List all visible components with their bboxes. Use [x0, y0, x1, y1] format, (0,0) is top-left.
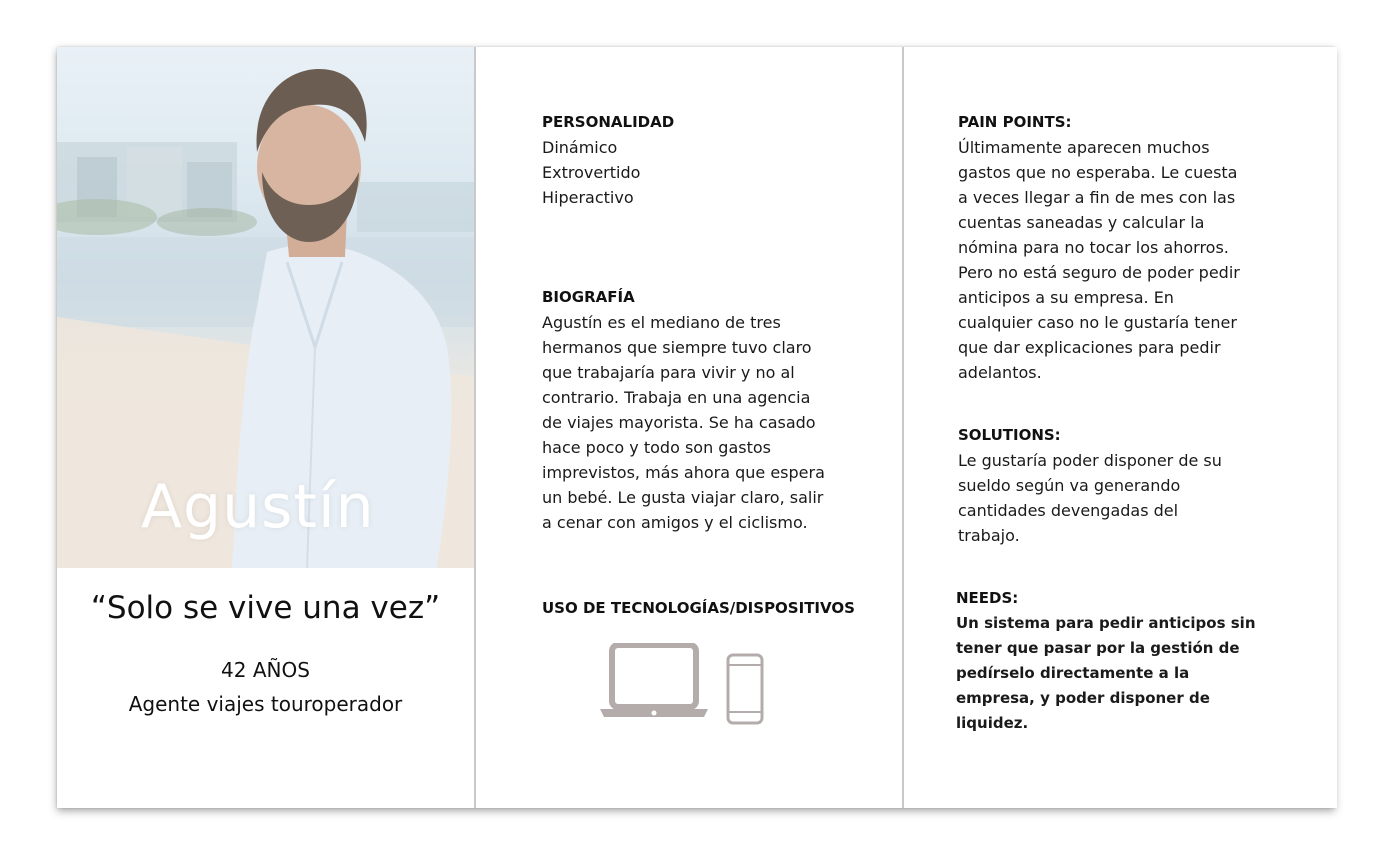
persona-age: 42 AÑOS — [221, 658, 310, 682]
biography-heading: BIOGRAFÍA — [542, 288, 635, 306]
personality-trait: Hiperactivo — [542, 188, 634, 207]
biography-section — [542, 285, 887, 535]
pain-points-section — [958, 110, 1318, 385]
laptop-icon — [600, 645, 708, 717]
needs-text: Un sistema para pedir anticipos sin tener que pasar por la gestión de pedírselo directamente a la empresa, y poder disponer de liquidez. — [956, 614, 1256, 732]
personality-section — [542, 110, 674, 210]
solutions-section — [958, 423, 1318, 548]
pain-points-text: Últimamente aparecen muchos gastos que no esperaba. Le cuesta a veces llegar a fin de mes con las cuentas saneadas y calcular la nómina para no tocar los ahorros. Pero no está seguro de poder pedir anticipos a su empresa. En cualquier caso no le gustaría tener que dar explicaciones para pedir adelantos. — [958, 138, 1240, 382]
persona-role: Agente viajes touroperador — [128, 692, 403, 716]
smartphone-icon — [728, 655, 762, 723]
pain-points-heading: PAIN POINTS: — [958, 113, 1072, 131]
needs-section — [956, 586, 1318, 736]
needs-heading: NEEDS: — [956, 589, 1019, 607]
personality-trait: Dinámico — [542, 138, 618, 157]
profile-photo — [57, 47, 474, 568]
persona-card — [57, 47, 1335, 808]
persona-quote: “Solo se vive una vez” — [90, 590, 441, 626]
technology-heading: USO DE TECNOLOGÍAS/DISPOSITIVOS — [542, 599, 855, 617]
technology-section — [542, 596, 855, 621]
biography-text: Agustín es el mediano de tres hermanos que siempre tuvo claro que trabajaría para vivir y no al contrario. Trabaja en una agencia de viajes mayorista. Se ha casado hace poco y todo son gastos imprevistos, más ahora que espera un bebé. Le gusta viajar claro, salir a cenar con amigos y el ciclismo. — [542, 313, 825, 532]
personality-heading: PERSONALIDAD — [542, 113, 675, 131]
insights-column — [902, 47, 1337, 808]
solutions-heading: SOLUTIONS: — [958, 426, 1061, 444]
persona-name: Agustín — [141, 472, 375, 542]
personality-trait: Extrovertido — [542, 163, 641, 182]
devices-graphic — [600, 643, 770, 727]
details-column — [474, 47, 904, 808]
solutions-text: Le gustaría poder disponer de su sueldo según va generando cantidades devengadas del trabajo. — [958, 451, 1222, 545]
profile-column — [57, 47, 474, 808]
device-icons — [600, 643, 770, 732]
